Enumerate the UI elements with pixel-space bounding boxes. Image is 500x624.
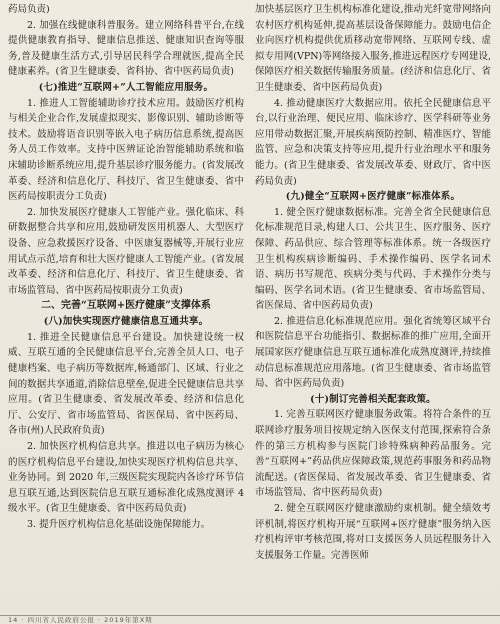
- page-footer: 14 · 四川省人民政府公报 · 2019年第X期: [8, 616, 153, 624]
- paragraph: 2. 加快发展医疗健康人工智能产业。强化临床、科研数据整合共享和应用,鼓励研发医用机器人、大型医疗设备、应急救援医疗设备、中医康复器械等,开展行业应用试点示范,培育和壮大医疗健康人工智能产业。(省发展改革委、经济和信息化厅、科技厅、省卫生健康委、省市场监管局、省中医药局按职责分工负责): [8, 206, 244, 296]
- paragraph: 1. 完善互联网医疗健康服务政策。将符合条件的互联网诊疗服务项目按规定纳入医保支付范围,探索符合条件的第三方机构参与医院门诊特殊病种药品服务。完善“互联网+”药品供应保障政策,规范药事服务和药品物流配送。(省医保局、省发展改革委、省卫生健康委、省市场监管局、省中医药局负责): [255, 409, 491, 499]
- paragraph: 加快基层医疗卫生机构标准化建设,推动光纤宽带网络向农村医疗机构延伸,提高基层设备保障能力。鼓励电信企业向医疗机构提供优质移动宽带网络、互联网专线、虚拟专用网(VPN)等网络接入服务,推进远程医疗专网建设,保障医疗相关数据传输服务质量。(经济和信息化厅、省卫生健康委、省中医药局负责): [255, 4, 491, 93]
- section-heading: 二、完善“互联网+医疗健康”支撑体系: [41, 300, 211, 312]
- right-column: [255, 2, 491, 563]
- paragraph: 3. 提升医疗机构信息化基础设施保障能力。: [27, 519, 211, 530]
- subsection-heading: (九)健全“互联网+医疗健康”标准体系。: [285, 191, 461, 203]
- subsection-heading: (八)加快实现医疗健康信息互通共享。: [43, 316, 209, 328]
- left-column: [8, 2, 244, 533]
- paragraph: 药局负责): [8, 4, 50, 15]
- paragraph: 1. 推进人工智能辅助诊疗技术应用。鼓励医疗机构与相关企业合作,发展虚拟现实、影像识别、辅助诊断等技术。鼓励将语音识别等嵌入电子病历信息系统,提高医务人员工作效率。支持中医辨证论治智能辅助系统和临床辅助诊断系统应用,提升基层诊疗服务能力。(省发展改革委、经济和信息化厅、科技厅、省卫生健康委、省中医药局按职责分工负责): [8, 97, 244, 203]
- paragraph: 2. 加强在线健康科普服务。建立网络科普平台,在线提供健康教育指导、健康信息推送、健康知识查询等服务,普及健康生活方式,引导居民科学合理就医,提高全民健康素养。(省卫生健康委、省科协、省中医药局负责): [8, 19, 244, 78]
- paragraph: 1. 推进全民健康信息平台建设。加快建设统一权威、互联互通的全民健康信息平台,完善全员人口、电子健康档案、电子病历等数据库,畅通部门、区域、行业之间的数据共享通道,消除信息壁垒,促进全民健康信息共享应用。(省卫生健康委、省发展改革委、经济和信息化厅、公安厅、省市场监管局、省医保局、省中医药局、各市(州)人民政府负责): [8, 331, 244, 437]
- paragraph: 1. 健全医疗健康数据标准。完善全省全民健康信息化标准规范目录,构建人口、公共卫生、医疗服务、医疗保障、药品供应、综合管理等标准体系。统一各级医疗卫生机构疾病诊断编码、手术操作编码、医学名词术语、病历书写规范、疾病分类与代码、手术操作分类与编码、医学名词术语。(省卫生健康委、省市场监管局、省医保局、省中医药局负责): [255, 206, 491, 312]
- paragraph: 2. 推进信息化标准规范应用。强化省统筹区域平台和医院信息平台功能指引、数据标准的推广应用,全面开展国家医疗健康信息互联互通标准化成熟度测评,持续推动信息标准规范应用落地。(省卫生健康委、省市场监管局、省中医药局负责): [255, 315, 491, 390]
- subsection-heading: (七)推进“互联网+”人工智能应用服务。: [38, 81, 214, 93]
- paragraph: 2. 健全互联网医疗健康激励约束机制。健全绩效考评机制,将医疗机构开展“互联网+医疗健康”服务纳入医疗机构评审考核范围,将对口支援医务人员远程服务计入支援服务工作量。完善医师: [255, 503, 491, 561]
- paragraph: 4. 推动健康医疗大数据应用。依托全民健康信息平台,以行业治理、便民应用、临床诊疗、医学科研等业务应用带动数据汇聚,开展疾病预防控制、精准医疗、智能监管、应急和决策支持等应用,提升行业治理水平和服务能力。(省卫生健康委、省发展改革委、财政厅、省中医药局负责): [255, 97, 491, 187]
- paragraph: 2. 加快医疗机构信息共享。推进以电子病历为核心的医疗机构信息平台建设,加快实现医疗机构信息共享、业务协同。到 2020 年,三级医院实现院内各诊疗环节信息互联互通,达到医院信息互联互通标准化成熟度测评 4 级水平。(省卫生健康委、省中医药局负责): [8, 441, 244, 515]
- subsection-heading: (十)制订完善相关配套政策。: [310, 393, 436, 405]
